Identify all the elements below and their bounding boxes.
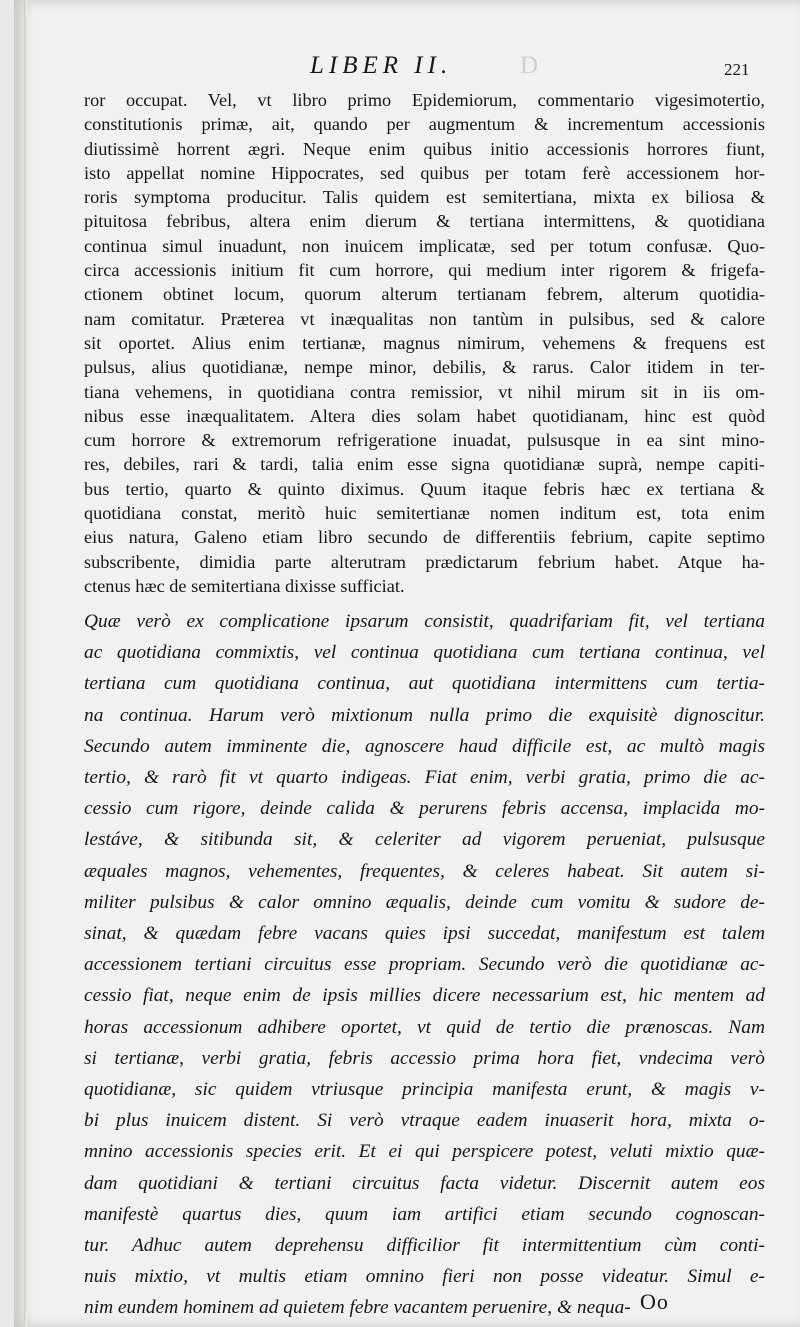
text-line: bi plus inuicem distent. Si verò vtraque eadem inuaserit hora, mixta o- — [84, 1110, 765, 1132]
text-line: quotidianæ, sic quidem vtriusque principia manifesta erunt, & magis v- — [84, 1079, 765, 1101]
text-line: lestáve, & sitibunda sit, & celeriter ad vigorem perueniat, pulsusque — [84, 829, 765, 851]
text-line: cessio cum rigore, deinde calida & perurens febris accensa, implacida mo- — [84, 798, 765, 820]
text-line: si tertianæ, verbi gratia, febris accessio prima hora fiet, vndecima verò — [84, 1047, 765, 1069]
running-head — [0, 52, 800, 86]
text-line: nuis mixtio, vt multis etiam omnino fieri non posse videatur. Simul e- — [84, 1266, 765, 1288]
text-line: nim eundem hominem ad quietem febre vacantem peruenire, & nequa- — [84, 1297, 631, 1319]
text-line: Secundo autem imminente die, agnoscere haud difficile est, ac multò magis — [84, 735, 765, 757]
page-title: LIBER II. — [310, 52, 453, 79]
text-line: mnino accessionis species erit. Et ei qui perspicere potest, veluti mixtio quæ- — [84, 1141, 765, 1163]
text-line: isto appellat nomine Hippocrates, sed quibus per totam ferè accessionem hor- — [84, 162, 765, 183]
italic-paragraph — [84, 606, 765, 1324]
page-gutter-shadow — [24, 0, 27, 1327]
text-line: militer pulsibus & calor omnino æqualis, deinde cum vomitu & sudore de- — [84, 891, 765, 913]
text-line: pulsus, alius quotidianæ, nempe minor, debilis, & rarus. Calor itidem in ter- — [84, 357, 765, 378]
text-line: Quæ verò ex complicatione ipsarum consistit, quadrifariam fit, vel tertiana — [84, 611, 765, 632]
text-line: accessionem tertiani circuitus esse propriam. Secundo verò die quotidianæ ac- — [84, 954, 765, 976]
text-line: res, debiles, rari & tardi, talia enim esse signa quotidianæ suprà, nempe capiti- — [84, 454, 765, 475]
text-line: constitutionis primæ, ait, quando per augmentum & incrementum accessionis — [84, 114, 765, 135]
text-line: ror occupat. Vel, vt libro primo Epidemiorum, commentario vigesimotertio, — [84, 90, 765, 110]
text-line: quotidiana constat, meritò huic semitertianæ nomen inditum est, tota enim — [84, 503, 765, 524]
text-line: tur. Adhuc autem deprehensu difficilior fit intermittentium cùm conti- — [84, 1235, 765, 1257]
text-line: ac quotidiana commixtis, vel continua quotidiana cum tertiana continua, vel — [84, 642, 765, 664]
text-line: na continua. Harum verò mixtionum nulla primo die exquisitè dignoscitur. — [84, 704, 765, 726]
text-line: ctenus hæc de semitertiana dixisse sufficiat. — [84, 575, 405, 596]
page-number: 221 — [724, 60, 750, 79]
text-line: nibus esse inæqualitatem. Altera dies solam habet quotidianam, hinc est quòd — [84, 405, 765, 426]
text-line: manifestè quartus dies, quum iam artifici etiam secundo cognoscan- — [84, 1203, 765, 1225]
text-line: bus tertio, quarto & quinto diximus. Quum itaque febris hæc ex tertiana & — [84, 478, 765, 499]
text-line: circa accessionis initium fit cum horrore, qui medium inter rigorem & frigefa- — [84, 260, 765, 281]
bleed-through-text: D — [520, 52, 545, 79]
text-line: æquales magnos, vehementes, frequentes, & celeres habeat. Sit autem si- — [84, 860, 765, 882]
text-line: tertiana cum quotidiana continua, aut quotidiana intermittens cum tertia- — [84, 673, 765, 695]
text-line: sinat, & quædam febre vacans quies ipsi succedat, manifestum est talem — [84, 923, 765, 945]
text-line: continua simul inuadunt, non inuicem implicatæ, sed per totum confusæ. Quo- — [84, 235, 765, 256]
text-line: sit oportet. Alius enim tertianæ, magnus nimirum, vehemens & frequens est — [84, 332, 765, 353]
text-line: cessio fiat, neque enim de ipsis millies dicere necessarium est, hic mentem ad — [84, 985, 765, 1007]
catchword: Oo — [640, 1289, 669, 1314]
text-line: horas accessionum adhibere oportet, vt quid de tertio die prænoscas. Nam — [84, 1016, 765, 1038]
text-line: tertio, & rarò fit vt quarto indigeas. Fiat enim, verbi gratia, primo die ac- — [84, 767, 765, 789]
text-line: tiana vehemens, in quotidiana contra remissior, vt nihil mirum sit in iis om- — [84, 381, 765, 402]
text-line: eius natura, Galeno etiam libro secundo de differentiis febrium, capite septimo — [84, 527, 765, 548]
roman-paragraph — [84, 88, 765, 598]
text-line: dam quotidiani & tertiani circuitus facta videtur. Discernit autem eos — [84, 1172, 765, 1194]
text-line: cum horrore & extremorum refrigeratione inuadat, pulsusque in ea sint mino- — [84, 430, 765, 451]
text-line: subscribente, dimidia parte alterutram prædictarum febrium habet. Atque ha- — [84, 551, 765, 572]
text-line: diutissimè horrent ægri. Neque enim quibus initio accessionis horrores fiunt, — [84, 138, 765, 159]
text-line: nam comitatur. Præterea vt inæqualitas non tantùm in pulsibus, sed & calore — [84, 308, 765, 329]
text-line: ctionem obtinet locum, quorum alterum tertianam febrem, alterum quotidia- — [84, 284, 765, 305]
text-line: roris symptoma producitur. Talis quidem est semitertiana, mixta ex biliosa & — [84, 187, 765, 208]
text-line: pituitosa febribus, altera enim dierum & tertiana intermittens, & quotidiana — [84, 211, 765, 232]
